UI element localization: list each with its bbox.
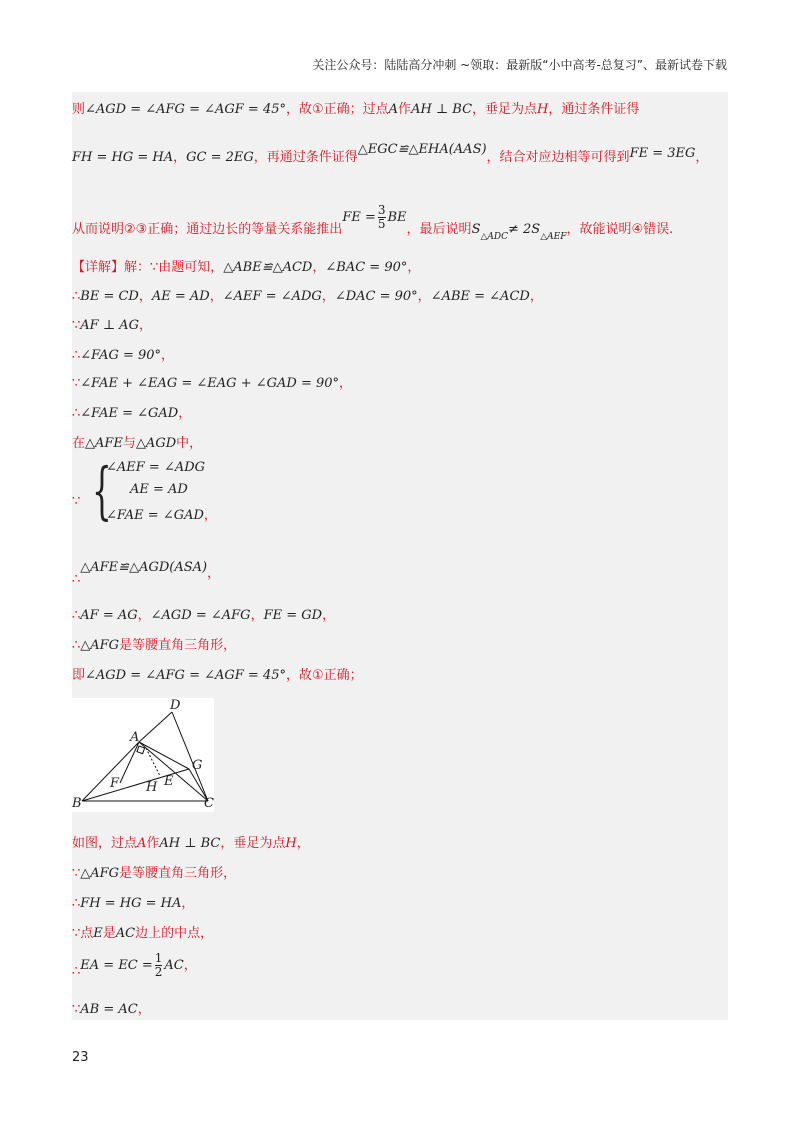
solution-line-7 [72, 344, 728, 363]
text: 则 [72, 102, 86, 117]
text: ，故①正确； [286, 668, 363, 683]
solution-line-18 [72, 892, 728, 911]
math: AB = AC [80, 1002, 138, 1017]
text: ∴ [72, 289, 81, 304]
solution-line-3 [72, 203, 728, 242]
solution-line-5 [72, 285, 728, 304]
left-brace: { [92, 454, 112, 527]
solution-line-6 [72, 314, 728, 333]
math: △AGD [135, 436, 177, 451]
label-A: A [130, 730, 140, 745]
text: ， [161, 348, 175, 363]
math: ∠AGD = ∠AFG = ∠AGF = 45° [85, 102, 286, 117]
math: ∠FAG = 90° [80, 348, 162, 363]
text: ， [181, 896, 195, 911]
math: ∠AEF = ∠ADG [222, 289, 322, 304]
fraction [155, 952, 163, 979]
text: 与 [122, 436, 136, 451]
math: AE = AD [151, 289, 210, 304]
text: 边上的中点， [135, 926, 214, 941]
text: ∵ [72, 318, 81, 333]
geometry-figure [72, 698, 214, 812]
text: ，垂足为点 [220, 836, 286, 851]
text: ，垂足为点 [472, 102, 538, 117]
label-G: G [192, 758, 203, 773]
text: ， [138, 318, 152, 333]
math: H [285, 836, 297, 851]
math: ∠AGD = ∠AFG [150, 608, 251, 623]
text: ， [296, 836, 310, 851]
math: ∠BAC = 90° [325, 260, 408, 275]
because-symbol [72, 494, 92, 509]
text: ， [203, 508, 217, 523]
text: ∵ [72, 866, 81, 881]
text: 如图，过点 [72, 836, 138, 851]
text: ，故①正确；过点 [286, 102, 389, 117]
text: ，最后说明 [406, 222, 472, 237]
system-line-1: ∠AEF = ∠ADG [106, 460, 206, 475]
label-D: D [170, 698, 181, 713]
math: ∠DAC = 90° [334, 289, 418, 304]
denominator: 5 [377, 217, 386, 231]
math: ∠AGD = ∠AFG = ∠AGF = 45° [85, 668, 286, 683]
label-F: F [110, 776, 120, 791]
math: △AFE [85, 436, 123, 451]
math: FE = 3EG [629, 146, 696, 161]
text: 是等腰直角三角形， [119, 866, 237, 881]
text: ∴ [72, 638, 81, 653]
math: H [537, 102, 549, 117]
text: ∴ [72, 964, 81, 979]
text: ， [178, 406, 192, 421]
math: FH = HG = HA [80, 896, 182, 911]
text: ，结合对应边相等可得到 [486, 150, 630, 165]
text: ， [407, 260, 421, 275]
math: BE = CD [80, 289, 139, 304]
fraction [378, 204, 386, 231]
text: ∴ [72, 348, 81, 363]
text: ， [250, 608, 264, 623]
math: FE = [342, 210, 376, 225]
text: ∵ [72, 494, 81, 509]
text: 是 [102, 926, 116, 941]
text: ∴ [72, 572, 81, 587]
math: A [137, 836, 147, 851]
solution-line-15 [72, 664, 728, 683]
text: ， [137, 1002, 151, 1017]
solution-line-13 [72, 604, 728, 623]
text: ， [529, 289, 543, 304]
math: ∠FAE + ∠EAG = ∠EAG + ∠GAD = 90° [80, 376, 340, 391]
math: △EGC≌△EHA(AAS) [357, 142, 487, 157]
text: ，通过条件证得 [548, 102, 640, 117]
math: FE = GD [263, 608, 323, 623]
text: ， [339, 376, 353, 391]
math: ≠ 2S [508, 222, 541, 237]
math: BE [387, 210, 407, 225]
text: ∵ [72, 376, 81, 391]
text: ， [183, 958, 197, 973]
solution-line-4 [72, 256, 728, 275]
math: AC [164, 958, 184, 973]
math: △ABE≌△ACD [223, 260, 313, 275]
solution-line-1 [72, 98, 728, 117]
subscript: △ADC [480, 231, 508, 242]
math: EA = EC = [80, 958, 153, 973]
math: △AFG [80, 866, 120, 881]
text: ， [695, 150, 709, 165]
solution-line-21 [72, 998, 728, 1017]
text: ， [417, 289, 431, 304]
text: 中， [176, 436, 203, 451]
system-lines [106, 460, 217, 526]
label-B: B [72, 796, 82, 811]
solution-line-16 [72, 832, 728, 851]
math: AH ⊥ BC [159, 836, 221, 851]
math: △AFG [80, 638, 120, 653]
solution-line-9 [72, 402, 728, 421]
math: FH = HG = HA [72, 150, 174, 165]
math: ∠FAE = ∠GAD [80, 406, 179, 421]
text: ， [137, 608, 151, 623]
text: ， [207, 566, 221, 581]
text: ， [321, 289, 335, 304]
text: ∵ [72, 1002, 81, 1017]
page-header: 关注公众号：陆陆高分冲刺 ~领取：最新版“小中高考-总复习”、最新试卷下载 [312, 58, 727, 72]
math: ∠ABE = ∠ACD [430, 289, 530, 304]
label-C: C [204, 796, 214, 811]
text: ∵点 [72, 926, 94, 941]
text: ∴ [72, 406, 81, 421]
solution-line-14 [72, 634, 728, 653]
text: ， [312, 260, 326, 275]
text: ，故能说明④错误. [566, 222, 674, 237]
text: ， [322, 608, 336, 623]
text: 作 [146, 836, 160, 851]
math: E [93, 926, 103, 941]
solution-line-17 [72, 862, 728, 881]
text: ，再通过条件证得 [253, 150, 358, 165]
math: GC = 2EG [186, 150, 254, 165]
text: ， [138, 289, 152, 304]
text: 从而说明②③正确；通过边长的等量关系能推出 [72, 222, 343, 237]
system-line-2: AE = AD [130, 482, 188, 497]
math: AF ⊥ AG [80, 318, 139, 333]
numerator: 3 [377, 203, 386, 217]
math: AF = AG [80, 608, 138, 623]
math: A [388, 102, 399, 117]
solution-line-8 [72, 372, 728, 391]
numerator: 1 [154, 951, 163, 965]
figure-svg [72, 698, 214, 812]
math: ∠FAE = ∠GAD [106, 508, 204, 523]
solution-line-19 [72, 922, 728, 941]
label-E: E [164, 774, 174, 789]
text: 即 [72, 668, 86, 683]
page-number: 23 [72, 1050, 89, 1065]
math: S [471, 222, 481, 237]
solution-line-12 [72, 556, 728, 587]
solution-line-10 [72, 432, 728, 451]
text: ∴ [72, 608, 81, 623]
subscript: △AEF [540, 231, 567, 242]
text: ∴ [72, 896, 81, 911]
label-H: H [146, 780, 158, 795]
text: 【详解】解：∵由题可知， [72, 260, 224, 275]
text: ， [209, 289, 223, 304]
solution-line-2 [72, 142, 728, 165]
solution-line-20 [72, 952, 728, 979]
text: 在 [72, 436, 86, 451]
text: 是等腰直角三角形， [119, 638, 237, 653]
text: ， [173, 150, 187, 165]
math: △AFE≌△AGD(ASA) [80, 560, 208, 575]
math: AH ⊥ BC [411, 102, 473, 117]
text: 作 [398, 102, 412, 117]
denominator: 2 [154, 965, 163, 979]
system-line-3 [106, 504, 217, 526]
math: AC [115, 926, 136, 941]
